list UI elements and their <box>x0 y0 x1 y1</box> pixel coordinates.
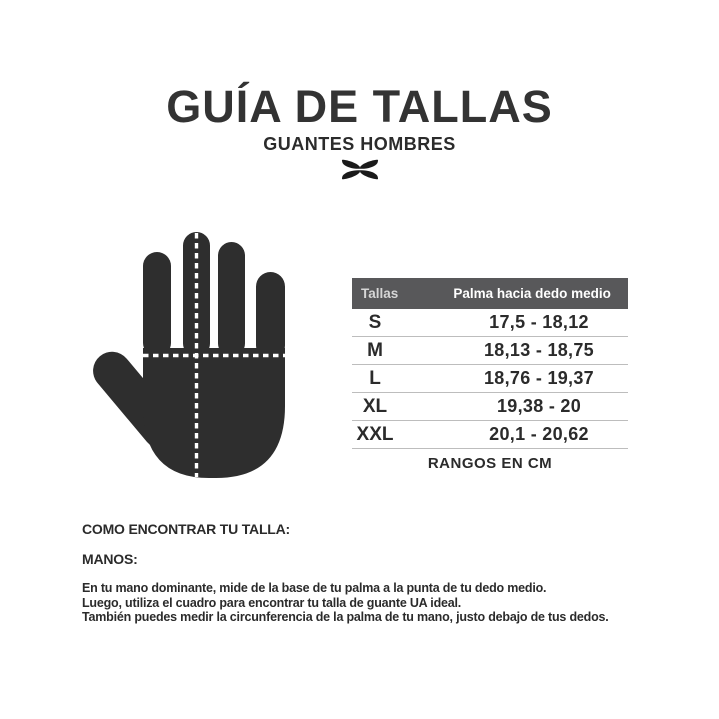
column-header-tallas: Tallas <box>361 286 399 301</box>
size-label: XL <box>362 395 388 417</box>
column-header-palma: Palma hacia dedo medio <box>453 286 611 301</box>
size-label: L <box>369 367 381 389</box>
how-to-title: COMO ENCONTRAR TU TALLA: <box>82 521 291 537</box>
size-range: 17,5 - 18,12 <box>489 312 589 332</box>
instruction-paragraph <box>82 581 692 625</box>
hand-measurement-diagram <box>88 230 288 480</box>
size-range: 19,38 - 20 <box>496 396 582 416</box>
page-title: GUÍA DE TALLAS <box>166 81 553 132</box>
table-caption: RANGOS EN CM <box>427 455 553 472</box>
size-table <box>352 278 628 472</box>
size-row-m <box>352 337 628 365</box>
instruction-line-3: También puedes medir la circunferencia de la palma de tu mano, justo debajo de tus dedos. <box>82 610 609 624</box>
size-row-xl <box>352 393 628 421</box>
size-range: 18,76 - 19,37 <box>484 368 594 388</box>
size-range: 20,1 - 20,62 <box>489 424 589 444</box>
size-row-xxl <box>352 421 628 449</box>
instruction-line-1: En tu mano dominante, mide de la base de tu palma a la punta de tu dedo medio. <box>82 581 547 595</box>
size-label: M <box>367 339 383 361</box>
size-label: XXL <box>356 423 394 445</box>
size-row-l <box>352 365 628 393</box>
masthead <box>0 81 719 185</box>
size-range: 18,13 - 18,75 <box>484 340 594 360</box>
under-armour-logo-icon <box>0 159 719 185</box>
instructions-section <box>82 521 692 625</box>
size-row-s <box>352 309 628 337</box>
size-table-header <box>352 278 628 309</box>
size-label: S <box>368 311 382 333</box>
hands-label: MANOS: <box>82 551 138 567</box>
page-subtitle: GUANTES HOMBRES <box>263 134 456 154</box>
instruction-line-2: Luego, utiliza el cuadro para encontrar tu talla de guante UA ideal. <box>82 595 462 610</box>
